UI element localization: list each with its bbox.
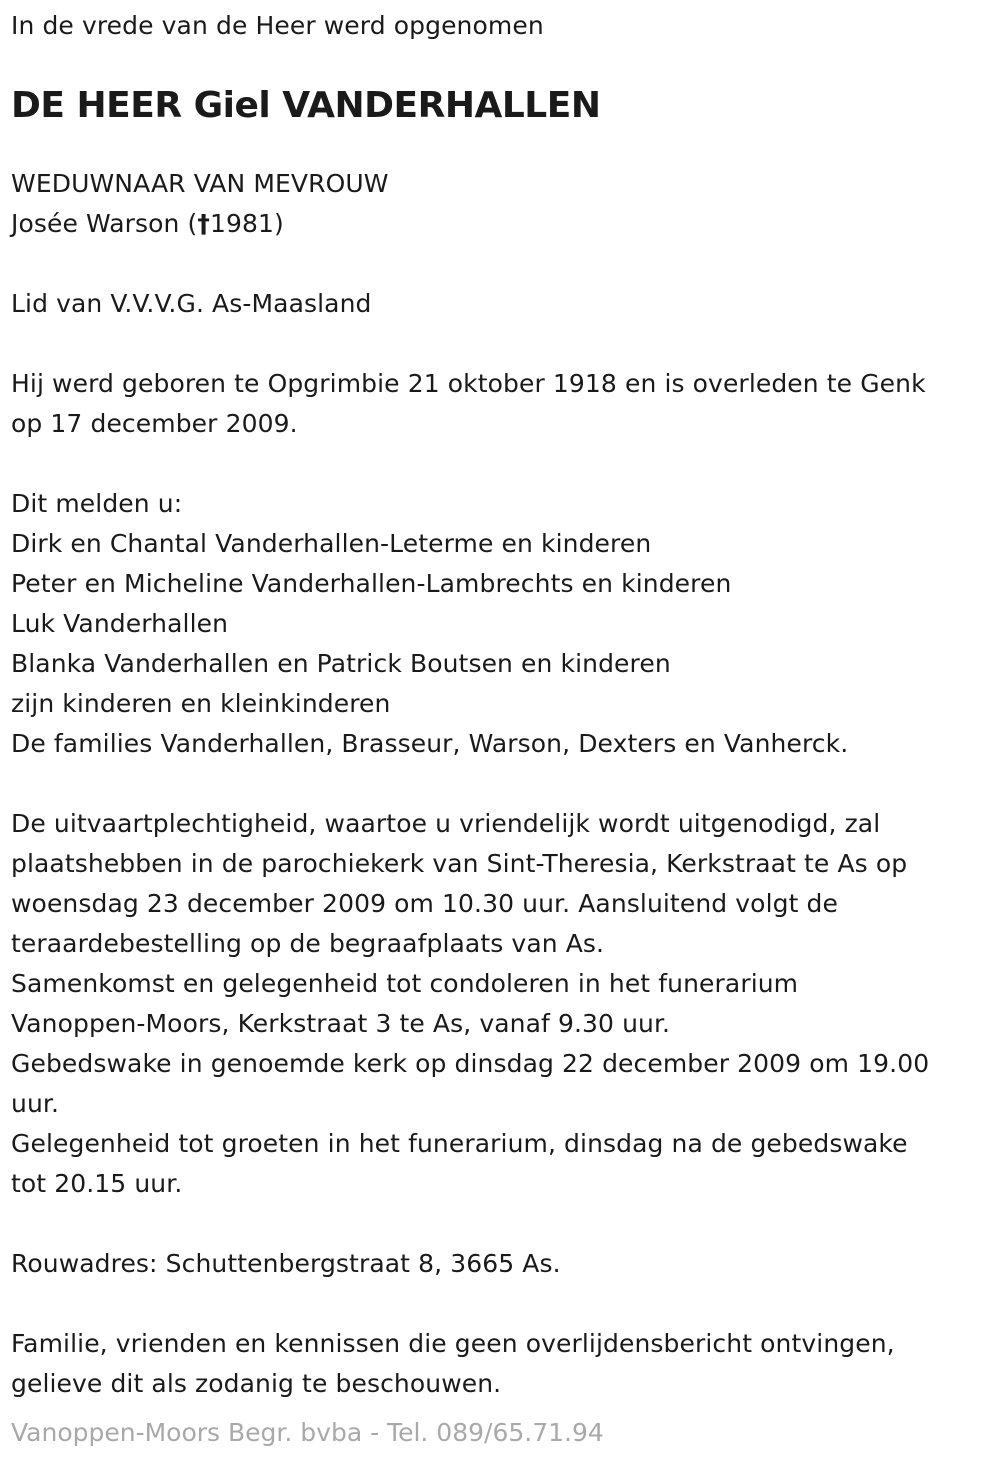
list-item: Peter en Micheline Vanderhallen-Lambrechts en kinderen (11, 569, 732, 598)
paragraph-line: Samenkomst en gelegenheid tot condoleren in het funerarium (11, 969, 799, 998)
paragraph-line: De uitvaartplechtigheid, waartoe u vriendelijk wordt uitgenodigd, zal (11, 809, 881, 838)
ceremony-paragraph (11, 804, 986, 1204)
closing-paragraph (11, 1324, 986, 1404)
deceased-name: DE HEER Giel VANDERHALLEN (11, 85, 601, 126)
widower-label: WEDUWNAAR VAN MEVROUW (11, 169, 389, 198)
membership-text: Lid van V.V.V.G. As-Maasland (11, 289, 372, 318)
paragraph-line: uur. (11, 1089, 60, 1118)
paragraph-line: Familie, vrienden en kennissen die geen overlijdensbericht ontvingen, (11, 1329, 895, 1358)
paragraph-line: tot 20.15 uur. (11, 1169, 183, 1198)
birth-death-paragraph (11, 364, 986, 444)
paragraph-line: Gebedswake in genoemde kerk op dinsdag 22 december 2009 om 19.00 (11, 1049, 930, 1078)
list-item: Luk Vanderhallen (11, 609, 229, 638)
list-item: Dirk en Chantal Vanderhallen-Leterme en kinderen (11, 529, 652, 558)
paragraph-line: teraardebestelling op de begraafplaats van As. (11, 929, 605, 958)
list-item: Blanka Vanderhallen en Patrick Boutsen en kinderen (11, 649, 671, 678)
obituary-notice (11, 0, 986, 1404)
mourning-address: Rouwadres: Schuttenbergstraat 8, 3665 As. (11, 1249, 561, 1278)
list-item: zijn kinderen en kleinkinderen (11, 689, 391, 718)
paragraph-line: woensdag 23 december 2009 om 10.30 uur. Aansluitend volgt de (11, 889, 838, 918)
paragraph-line: op 17 december 2009. (11, 409, 298, 438)
list-item: De families Vanderhallen, Brasseur, Warson, Dexters en Vanherck. (11, 729, 849, 758)
funeral-home-footer: Vanoppen-Moors Begr. bvba - Tel. 089/65.71.94 (11, 1418, 604, 1447)
intro-text: In de vrede van de Heer werd opgenomen (11, 11, 544, 40)
spouse-line (11, 204, 986, 244)
cross-icon: † (197, 209, 210, 238)
announcers-heading: Dit melden u: (11, 489, 183, 518)
paragraph-line: Vanoppen-Moors, Kerkstraat 3 te As, vanaf 9.30 uur. (11, 1009, 671, 1038)
announcers-list (11, 484, 986, 764)
spouse-death-year: 1981) (210, 209, 284, 238)
paragraph-line: plaatshebben in de parochiekerk van Sint-Theresia, Kerkstraat te As op (11, 849, 908, 878)
paragraph-line: gelieve dit als zodanig te beschouwen. (11, 1369, 502, 1398)
paragraph-line: Gelegenheid tot groeten in het funerarium, dinsdag na de gebedswake (11, 1129, 908, 1158)
paragraph-line: Hij werd geboren te Opgrimbie 21 oktober 1918 en is overleden te Genk (11, 369, 926, 398)
spouse-name: Josée Warson ( (11, 209, 198, 238)
